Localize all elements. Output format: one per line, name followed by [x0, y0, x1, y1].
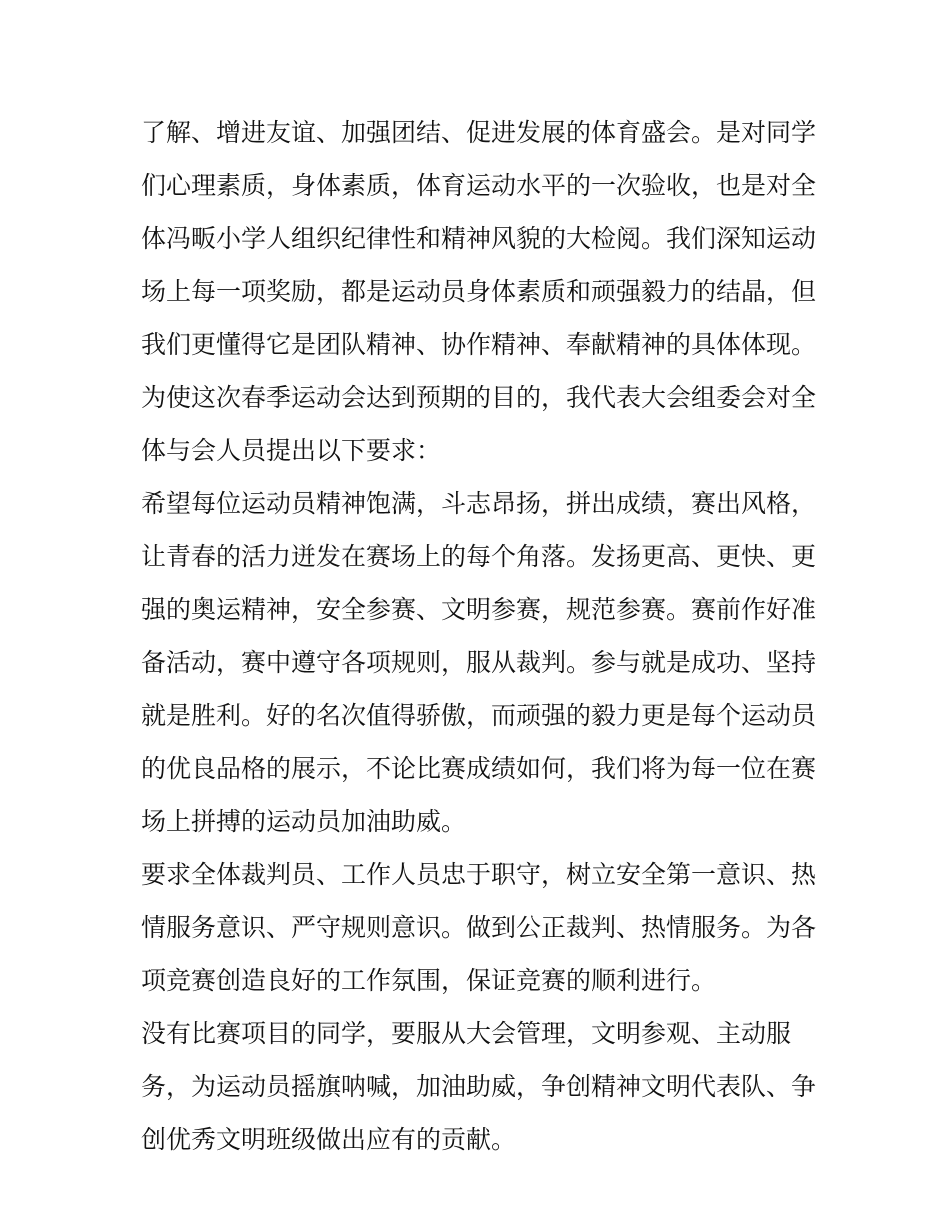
text-line: 体与会人员提出以下要求： — [141, 436, 442, 465]
text-line: 让青春的活力迸发在赛场上的每个角落。发扬更高、更快、更 — [141, 542, 817, 571]
text-line: 了解、增进友谊、加强团结、促进发展的体育盛会。是对同学 — [141, 118, 817, 147]
body-text — [141, 106, 817, 1166]
text-line: 的优良品格的展示，不论比赛成绩如何，我们将为每一位在赛 — [141, 754, 817, 783]
text-line: 体冯畈小学人组织纪律性和精神风貌的大检阅。我们深知运动 — [141, 224, 817, 253]
text-line: 备活动，赛中遵守各项规则，服从裁判。参与就是成功、坚持 — [141, 648, 817, 677]
text-line: 情服务意识、严守规则意识。做到公正裁判、热情服务。为各 — [141, 913, 817, 942]
text-line: 场上每一项奖励，都是运动员身体素质和顽强毅力的结晶，但 — [141, 277, 817, 306]
text-line: 就是胜利。好的名次值得骄傲，而顽强的毅力更是每个运动员 — [141, 701, 817, 730]
text-line: 强的奥运精神，安全参赛、文明参赛，规范参赛。赛前作好准 — [141, 595, 817, 624]
text-line: 创优秀文明班级做出应有的贡献。 — [141, 1125, 517, 1154]
text-line: 要求全体裁判员、工作人员忠于职守，树立安全第一意识、热 — [141, 860, 817, 889]
text-line: 场上拼搏的运动员加油助威。 — [141, 807, 467, 836]
text-line: 务，为运动员摇旗呐喊，加油助威，争创精神文明代表队、争 — [141, 1072, 817, 1101]
text-line: 们心理素质，身体素质，体育运动水平的一次验收，也是对全 — [141, 171, 817, 200]
text-line: 我们更懂得它是团队精神、协作精神、奉献精神的具体体现。 — [141, 330, 817, 359]
text-line: 为使这次春季运动会达到预期的目的，我代表大会组委会对全 — [141, 383, 817, 412]
text-line: 没有比赛项目的同学，要服从大会管理，文明参观、主动服 — [141, 1019, 792, 1048]
text-line: 希望每位运动员精神饱满，斗志昂扬，拼出成绩，赛出风格， — [141, 489, 817, 518]
text-line: 项竞赛创造良好的工作氛围，保证竞赛的顺利进行。 — [141, 966, 717, 995]
